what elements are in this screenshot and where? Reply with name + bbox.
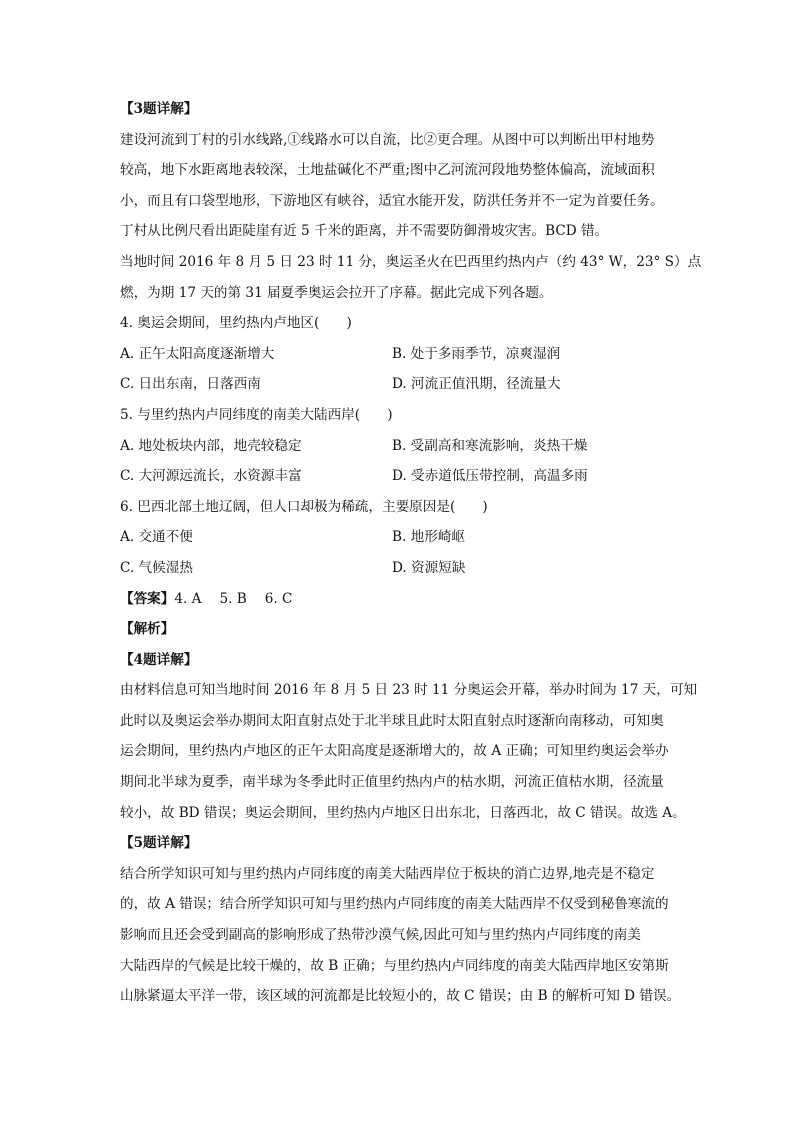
answer-4: 4. A: [174, 590, 202, 607]
q3-explanation: [120, 125, 686, 247]
q5-header: 【5题详解】: [120, 835, 198, 852]
paragraph-line: 山脉紧逼太平洋一带，该区域的河流都是比较短小的，故 C 错误；由 B 的解析可知 D 错误。: [120, 988, 681, 1005]
paragraph-line: 燃，为期 17 天的第 31 届夏季奥运会拉开了序幕。据此完成下列各题。: [120, 284, 553, 301]
answer-6: 6. C: [264, 590, 293, 607]
option-row: [120, 431, 686, 462]
answer-line: [120, 584, 686, 615]
question-stem: 5. 与里约热内卢同纬度的南美大陆西岸( ): [120, 406, 393, 423]
option-d: D. 资源短缺: [392, 559, 466, 576]
q4-explanation: [120, 675, 698, 828]
paragraph-line: 影响而且还会受到副高的影响形成了热带沙漠气候,因此可知与里约热内卢同纬度的南美: [120, 927, 641, 944]
q4-header: 【4题详解】: [120, 651, 198, 668]
paragraph-line: 当地时间 2016 年 8 月 5 日 23 时 11 分，奥运圣火在巴西里约热内卢（约 43° W，23° S）点: [120, 253, 702, 270]
option-a: A. 地处板块内部，地壳较稳定: [120, 437, 302, 454]
option-c: C. 气候湿热: [120, 559, 193, 576]
paragraph-line: 丁村从比例尺看出距陡崖有近 5 千米的距离，并不需要防御滑坡灾害。BCD 错。: [120, 223, 609, 240]
q3-header: 【3题详解】: [120, 101, 198, 117]
document-page: [120, 94, 702, 1012]
option-row: [120, 369, 686, 400]
paragraph-line: 由材料信息可知当地时间 2016 年 8 月 5 日 23 时 11 分奥运会开幕，举办时间为 17 天，可知: [120, 682, 698, 699]
option-c: C. 日出东南，日落西南: [120, 376, 261, 393]
option-d: D. 受赤道低压带控制，高温多雨: [392, 468, 588, 485]
question-5: [120, 400, 686, 492]
question-stem: 6. 巴西北部土地辽阔，但人口却极为稀疏，主要原因是( ): [120, 498, 488, 515]
option-d: D. 河流正值汛期，径流量大: [392, 376, 561, 393]
question-stem: 4. 奥运会期间，里约热内卢地区( ): [120, 315, 352, 332]
paragraph-line: 期间北半球为夏季，南半球为冬季此时正值里约热内卢的枯水期，河流正值枯水期，径流量: [120, 774, 664, 791]
paragraph-line: 建设河流到丁村的引水线路,①线路水可以自流，比②更合理。从图中可以判断出甲村地势: [120, 131, 655, 148]
question-6: [120, 492, 686, 584]
answer-label: 【答案】: [120, 590, 175, 607]
paragraph-line: 大陆西岸的气候是比较干燥的，故 B 正确；与里约热内卢同纬度的南美大陆西岸地区安第斯: [120, 957, 669, 974]
material-passage: [120, 247, 702, 308]
paragraph-line: 运会期间，里约热内卢地区的正午太阳高度是逐渐增大的，故 A 正确；可知里约奥运会举办: [120, 743, 669, 760]
option-row: [120, 553, 686, 584]
option-a: A. 交通不便: [120, 529, 193, 546]
paragraph-line: 较小，故 BD 错误；奥运会期间，里约热内卢地区日出东北，日落西北，故 C 错误。故选 A。: [120, 804, 686, 821]
option-c: C. 大河源远流长，水资源丰富: [120, 468, 302, 485]
paragraph-line: 结合所学知识可知与里约热内卢同纬度的南美大陆西岸位于板块的消亡边界,地壳是不稳定: [120, 865, 655, 882]
paragraph-line: 较高，地下水距离地表较深，土地盐碱化不严重;图中乙河流河段地势整体偏高，流域面积: [120, 162, 655, 179]
option-row: [120, 339, 686, 370]
option-b: B. 受副高和寒流影响，炎热干燥: [392, 437, 588, 454]
option-row: [120, 461, 686, 492]
option-row: [120, 522, 686, 553]
paragraph-line: 小，而且有口袋型地形，下游地区有峡谷，适宜水能开发，防洪任务并不一定为首要任务。: [120, 192, 664, 209]
option-b: B. 地形崎岖: [392, 529, 466, 546]
question-4: [120, 308, 686, 400]
option-b: B. 处于多雨季节，凉爽湿润: [392, 345, 561, 362]
analysis-label: 【解析】: [120, 621, 175, 638]
q5-explanation: [120, 859, 686, 1012]
answer-5: 5. B: [219, 590, 247, 607]
paragraph-line: 此时以及奥运会举办期间太阳直射点处于北半球且此时太阳直射点时逐渐向南移动，可知奥: [120, 712, 664, 729]
option-a: A. 正午太阳高度逐渐增大: [120, 345, 275, 362]
paragraph-line: 的，故 A 错误；结合所学知识可知与里约热内卢同纬度的南美大陆西岸不仅受到秘鲁寒流的: [120, 896, 669, 913]
